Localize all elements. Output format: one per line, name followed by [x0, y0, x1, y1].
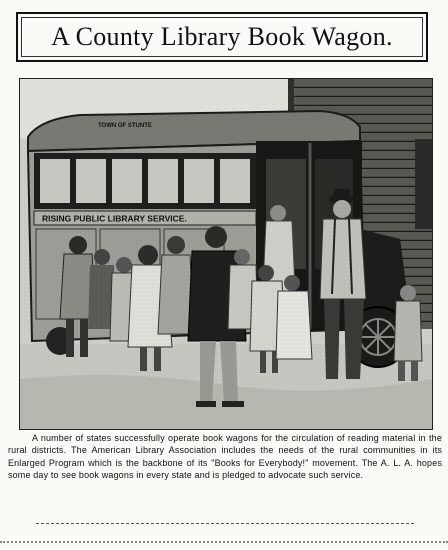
caption-text: A number of states successfully operate book wagons for the circulation of reading material in the rural districts. The American Library Association includes the needs of the rural communities in its Enlarged Program which is the backbone of its "Books for Everybody!" movement. The A. L. A. hopes some day to see book wagons in every state and is pledged to advocate such service.	[8, 433, 442, 481]
headline-box	[16, 12, 428, 62]
photo-caption	[8, 432, 442, 482]
headline: A County Library Book Wagon.	[51, 22, 393, 51]
column-edge	[0, 541, 448, 543]
divider-rule	[36, 523, 414, 524]
book-wagon-photo	[19, 78, 433, 430]
